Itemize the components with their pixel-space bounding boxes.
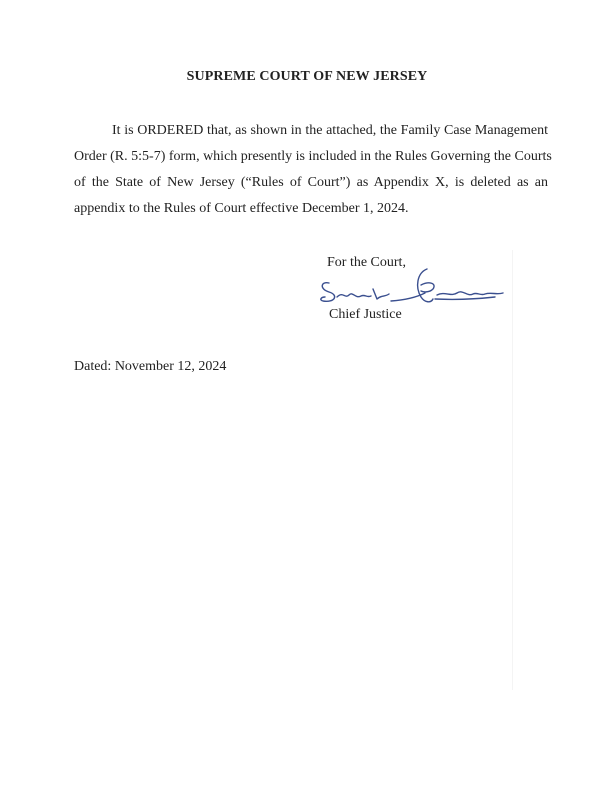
signer-title: Chief Justice xyxy=(329,307,402,322)
order-paragraph xyxy=(74,118,552,222)
order-line: Order (R. 5:5-7) form, which presently is included in the Rules Governing the Courts xyxy=(74,149,552,164)
signature-block xyxy=(327,253,406,322)
order-line: appendix to the Rules of Court effective December 1, 2024. xyxy=(74,201,409,216)
date-line: Dated: November 12, 2024 xyxy=(74,359,227,374)
court-title: SUPREME COURT OF NEW JERSEY xyxy=(186,69,428,84)
scan-artifact-line xyxy=(512,250,513,690)
order-line: It is ORDERED that, as shown in the attached, the Family Case Management xyxy=(112,123,548,138)
order-line: of the State of New Jersey (“Rules of Court”) as Appendix X, is deleted as an xyxy=(74,175,548,190)
signature-closing: For the Court, xyxy=(327,255,406,270)
